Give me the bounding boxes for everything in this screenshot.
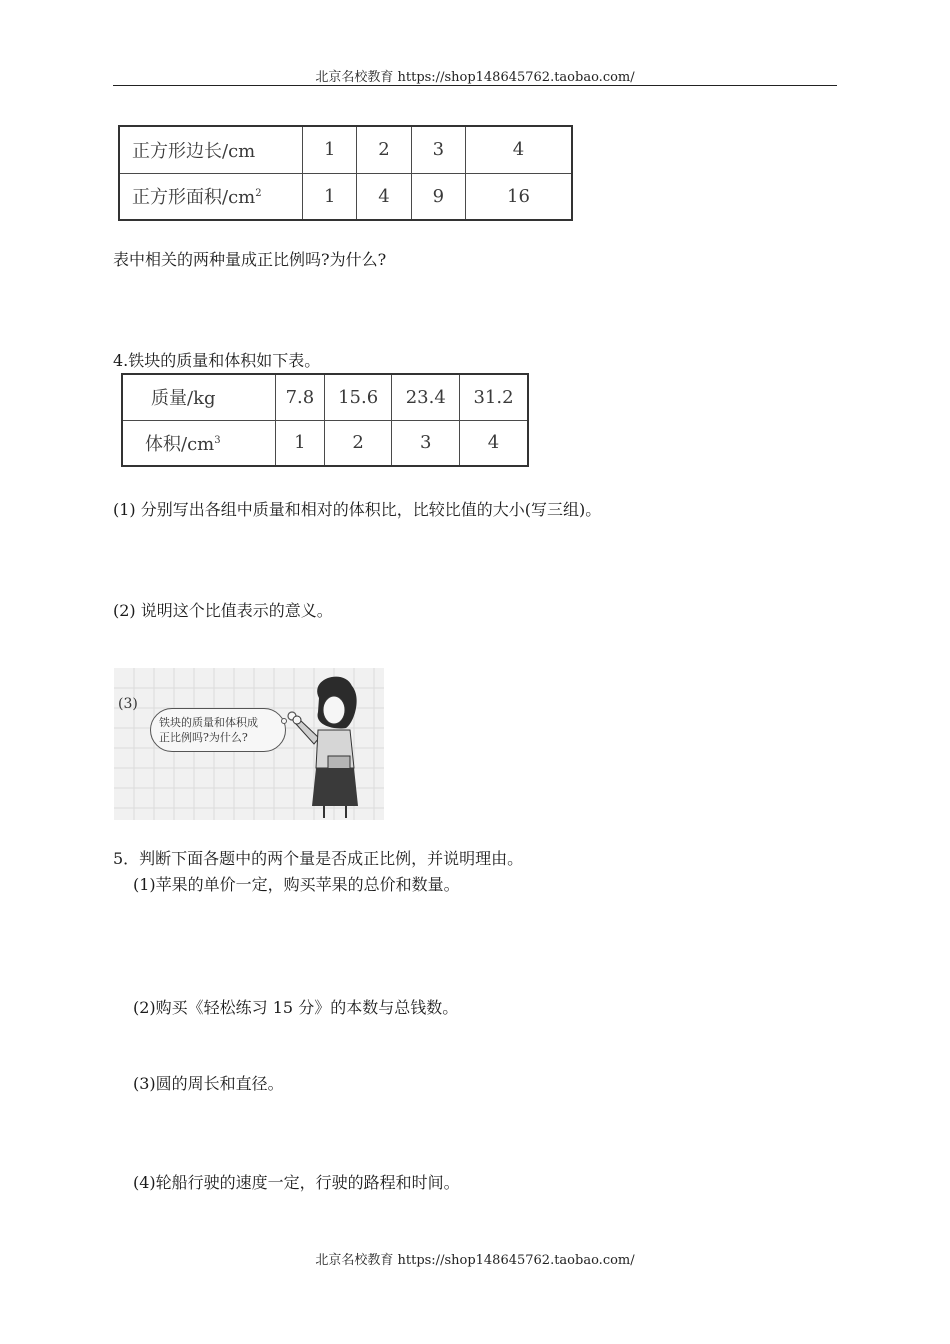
page-header: 北京名校教育 https://shop148645762.taobao.com/ [315, 70, 635, 85]
table-row [119, 126, 572, 173]
table-cell: 2 [357, 126, 411, 173]
teacher-figure [114, 668, 384, 820]
q5-title: 5．判断下面各题中的两个量是否成正比例，并说明理由。 [113, 849, 524, 868]
q4-title: 4.铁块的质量和体积如下表。 [113, 351, 321, 370]
table-cell: 4 [460, 420, 528, 466]
iron-block-table [121, 373, 529, 467]
table-row [122, 420, 528, 466]
q5-item-4: (4)轮船行驶的速度一定，行驶的路程和时间。 [133, 1173, 460, 1192]
square-area-label: 正方形面积$/cm^2$ [119, 173, 303, 220]
q5-item-3: (3)圆的周长和直径。 [133, 1074, 284, 1093]
mass-label: 质量/kg [122, 374, 276, 420]
table-cell: 4 [357, 173, 411, 220]
bubble-line-2: 正比例吗?为什么? [159, 731, 248, 744]
table-cell: 2 [324, 420, 392, 466]
page-footer: 北京名校教育 https://shop148645762.taobao.com/ [315, 1253, 635, 1268]
table-cell: 1 [276, 420, 325, 466]
table-row [119, 173, 572, 220]
q3-question: 表中相关的两种量成正比例吗?为什么? [113, 250, 387, 269]
q5-item-1: (1)苹果的单价一定，购买苹果的总价和数量。 [133, 875, 460, 894]
table-cell: 7.8 [276, 374, 325, 420]
table-cell: 1 [303, 173, 357, 220]
table-cell: 15.6 [324, 374, 392, 420]
illustration-label: (3) [118, 696, 138, 712]
table-cell: 23.4 [392, 374, 460, 420]
square-side-label: 正方形边长/cm [119, 126, 303, 173]
q4-sub1: (1) 分别写出各组中质量和相对的体积比，比较比值的大小(写三组)。 [113, 500, 602, 519]
table-cell: 1 [303, 126, 357, 173]
bubble-line-1: 铁块的质量和体积成 [159, 716, 258, 729]
table-cell: 3 [411, 126, 465, 173]
table-row [122, 374, 528, 420]
table-cell: 9 [411, 173, 465, 220]
header-divider [113, 85, 837, 86]
volume-label: 体积$/cm^3$ [122, 420, 276, 466]
table-cell: 4 [465, 126, 572, 173]
table-cell: 31.2 [460, 374, 528, 420]
q4-sub2: (2) 说明这个比值表示的意义。 [113, 601, 333, 620]
q5-item-2: (2)购买《轻松练习 15 分》的本数与总钱数。 [133, 998, 459, 1017]
table-cell: 3 [392, 420, 460, 466]
teacher-illustration [114, 668, 384, 820]
square-table [118, 125, 573, 221]
table-cell: 16 [465, 173, 572, 220]
